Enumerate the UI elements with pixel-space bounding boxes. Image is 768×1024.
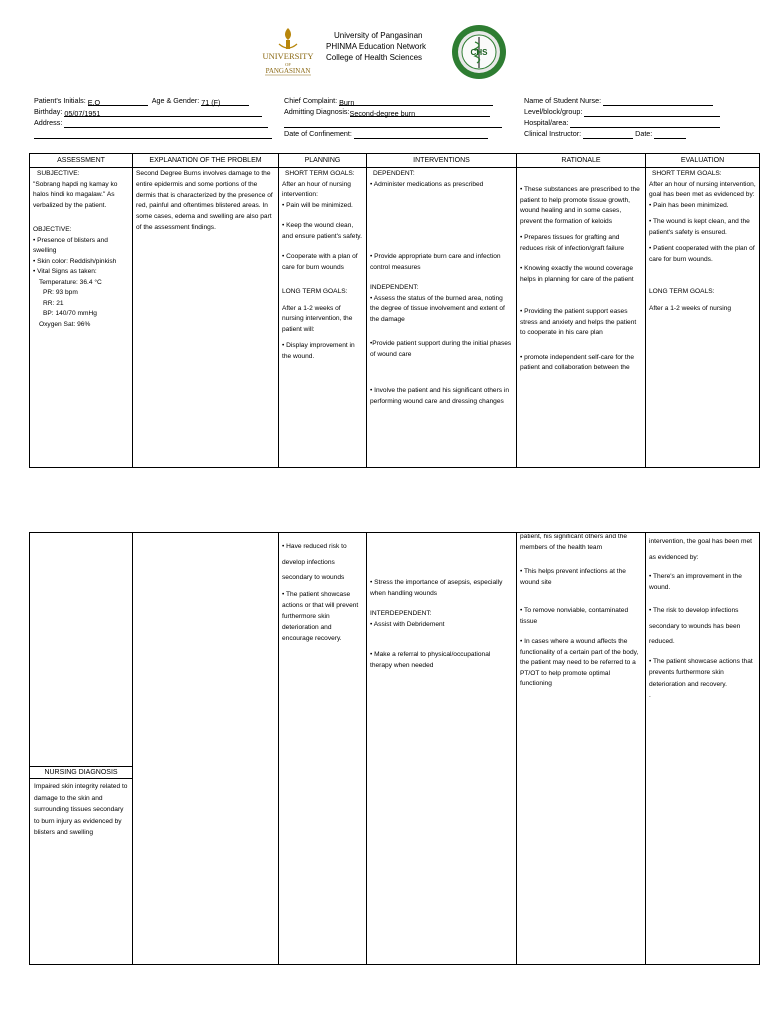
subjective-title: SUBJECTIVE: [37, 170, 80, 177]
short-term-title: SHORT TERM GOALS: [285, 170, 355, 177]
interdependent-title: INTERDEPENDENT: [370, 610, 432, 617]
intervention-item: •Provide patient support during the initial phases of wound care [370, 340, 512, 358]
college-heading [326, 30, 426, 63]
table-row [30, 168, 760, 468]
svg-text:UNIVERSITY: UNIVERSITY [262, 51, 314, 61]
interventions-cell [367, 533, 517, 965]
evaluation-cell [646, 533, 760, 965]
short-term-intro: After an hour of nursing intervention: [282, 180, 351, 198]
instructor-field: Clinical Instructor: Date: [524, 128, 686, 139]
initials-field: Patient's Initials: E.O Age & Gender: 71 (F) [34, 95, 249, 106]
level-field: Level/block/group: [524, 106, 720, 117]
intervention-item: • Administer medications as prescribed [370, 180, 484, 188]
evaluation-item: • There's an improvement in the wound. [649, 573, 742, 591]
col-explanation: EXPLANATION OF THE PROBLEM [133, 154, 279, 168]
planning-item: • Pain will be minimized. [282, 201, 353, 209]
network-name: PHINMA Education Network [326, 42, 427, 51]
rationale-cell [517, 168, 646, 468]
assessment-cell [30, 168, 133, 468]
evaluation-cell [646, 168, 760, 468]
initials-value: E.O [87, 98, 101, 107]
evaluation-continued: intervention, the goal has been met as evidenced by: [649, 538, 753, 561]
intervention-item: • Involve the patient and his significant others in performing wound care and dressing changes [370, 387, 510, 405]
rationale-item: • Providing the patient support eases stress and anxiety and helps the patient to cooperate in his care plan [520, 308, 637, 336]
chief-complaint-field: Chief Complaint: Burn [284, 95, 493, 106]
objective-item: • Skin color: Reddish/pinkish [33, 257, 117, 265]
nursing-diagnosis-title: NURSING DIAGNOSIS [30, 766, 132, 779]
admitting-diagnosis-field: Admitting Diagnosis:Second-degree burn [284, 106, 490, 117]
eval-long-title: LONG TERM GOALS: [649, 288, 715, 295]
planning-item: • Have reduced risk to develop infections secondary to wounds [282, 543, 347, 581]
vital-temperature: Temperature: 36.4 °C [39, 278, 102, 286]
eval-short-title: SHORT TERM GOALS: [652, 170, 722, 177]
chief-complaint-value: Burn [339, 98, 355, 107]
objective-title: OBJECTIVE: [33, 226, 72, 233]
college-name: College of Health Sciences [326, 53, 423, 62]
nursing-diagnosis-text: Impaired skin integrity related to damage to the skin and surrounding tissues secondary to burn injury as evidenced by blisters and swelling [34, 783, 128, 836]
evaluation-item: • The risk to develop infections secondary to wounds has been reduced. [649, 607, 741, 645]
birthday-value: 05/07/1951 [64, 109, 101, 118]
planning-item: • The patient showcase actions or that will prevent furthermore skin deterioration and encourage recovery. [282, 590, 359, 642]
planning-item: • Keep the wound clean, and ensure patient's safety. [282, 222, 362, 240]
admitting-diagnosis-value: Second-degree burn [349, 109, 416, 118]
confinement-field: Date of Confinement: [284, 128, 488, 139]
age-gender-value: 71 (F) [201, 98, 221, 107]
intervention-item: • Stress the importance of asepsis, especially when handling wounds [370, 579, 503, 597]
evaluation-item: • The patient showcase actions that prevents furthermore skin deterioration and recovery. [649, 657, 753, 688]
table-row [30, 533, 760, 965]
birthday-field: Birthday: 05/07/1951 [34, 106, 262, 117]
intervention-item: • Assist with Debridement [370, 620, 445, 628]
vital-bp: BP: 140/70 mmHg [43, 310, 97, 317]
rationale-item: • Knowing exactly the wound coverage helps in planning for care of the patient [520, 265, 634, 283]
vital-oxygen: Oxygen Sat: 96% [39, 320, 91, 328]
address-line-2 [34, 128, 272, 139]
dependent-title: DEPENDENT: [373, 170, 415, 177]
rationale-item: • Prepares tissues for grafting and reduces risk of infection/graft failure [520, 234, 625, 252]
rationale-item: • These substances are prescribed to the patient to help promote tissue growth, wound healing and in some cases, prevent the formation of keloids [520, 186, 640, 225]
chs-seal [451, 24, 507, 80]
interventions-cell [367, 168, 517, 468]
svg-text:PANGASINAN: PANGASINAN [265, 67, 311, 75]
col-rationale: RATIONALE [517, 154, 646, 168]
independent-title: INDEPENDENT: [370, 284, 419, 291]
complaint-line-3 [284, 117, 502, 128]
svg-text:CHS: CHS [470, 48, 488, 57]
evaluation-item: • Patient cooperated with the plan of care for burn wounds. [649, 245, 755, 263]
table-header-row [30, 154, 760, 168]
rationale-cell [517, 533, 646, 965]
nursing-diagnosis-cell [30, 533, 133, 965]
care-plan-table-page1 [29, 153, 760, 468]
planning-cell [279, 168, 367, 468]
planning-item: • Display improvement in the wound. [282, 342, 355, 360]
address-field: Address: [34, 117, 268, 128]
rationale-continued: patient, his significant others and the members of the health team [520, 534, 628, 551]
university-logo [257, 26, 319, 78]
evaluation-trail: . [649, 692, 651, 699]
rationale-item: • This helps prevent infections at the wound site [520, 568, 626, 586]
eval-short-intro: After an hour of nursing intervention, goal has been met as evidenced by: [649, 180, 756, 198]
svg-text:OF: OF [285, 62, 291, 67]
rationale-item: • In cases where a wound affects the functionality of a certain part of the body, the patient may need to be referred to a PT/OT to help promote optimal functioning [520, 638, 639, 687]
intervention-item: • Make a referral to physical/occupational therapy when needed [370, 651, 491, 669]
evaluation-item: • The wound is kept clean, and the patient's safety is ensured. [649, 218, 750, 236]
subjective-text: "Sobrang hapdi ng kamay ko halos hindi ko magalaw." As verbalized by the patient. [33, 180, 118, 209]
university-name: University of Pangasinan [334, 31, 423, 40]
rationale-item: • promote independent self-care for the patient and collaboration between the [520, 353, 635, 371]
col-interventions: INTERVENTIONS [367, 154, 517, 168]
long-term-intro: After a 1-2 weeks of nursing intervention, the patient will: [282, 304, 353, 333]
planning-item: • Cooperate with a plan of care for burn wounds [282, 253, 358, 271]
care-plan-table-page2 [29, 532, 760, 965]
intervention-item: • Provide appropriate burn care and infection control measures [370, 253, 501, 271]
eval-long-intro: After a 1-2 weeks of nursing [649, 304, 732, 312]
planning-cell [279, 533, 367, 965]
objective-item: • Vital Signs as taken: [33, 268, 97, 275]
explanation-text: Second Degree Burns involves damage to the entire epidermis and some portions of the dermis that is characterized by the presence of red, painful and oftentimes blistered areas. In some cases, edema and swelling are also part of the assessment findings. [136, 170, 273, 231]
intervention-item: • Assess the status of the burned area, noting the degree of tissue involvement and extent of the damage [370, 294, 505, 323]
vital-pr: PR: 93 bpm [43, 289, 78, 296]
student-nurse-field: Name of Student Nurse: [524, 95, 713, 106]
hospital-field: Hospital/area: [524, 117, 720, 128]
col-evaluation: EVALUATION [646, 154, 760, 168]
vital-rr: RR: 21 [43, 299, 64, 307]
col-assessment: ASSESSMENT [30, 154, 133, 168]
objective-item: • Presence of blisters and swelling [33, 236, 108, 254]
explanation-cell [133, 168, 279, 468]
rationale-item: • To remove nonviable, contaminated tissue [520, 607, 629, 625]
long-term-title: LONG TERM GOALS: [282, 288, 348, 295]
col-planning: PLANNING [279, 154, 367, 168]
explanation-cell-empty [133, 533, 279, 965]
evaluation-item: • Pain has been minimized. [649, 201, 729, 209]
